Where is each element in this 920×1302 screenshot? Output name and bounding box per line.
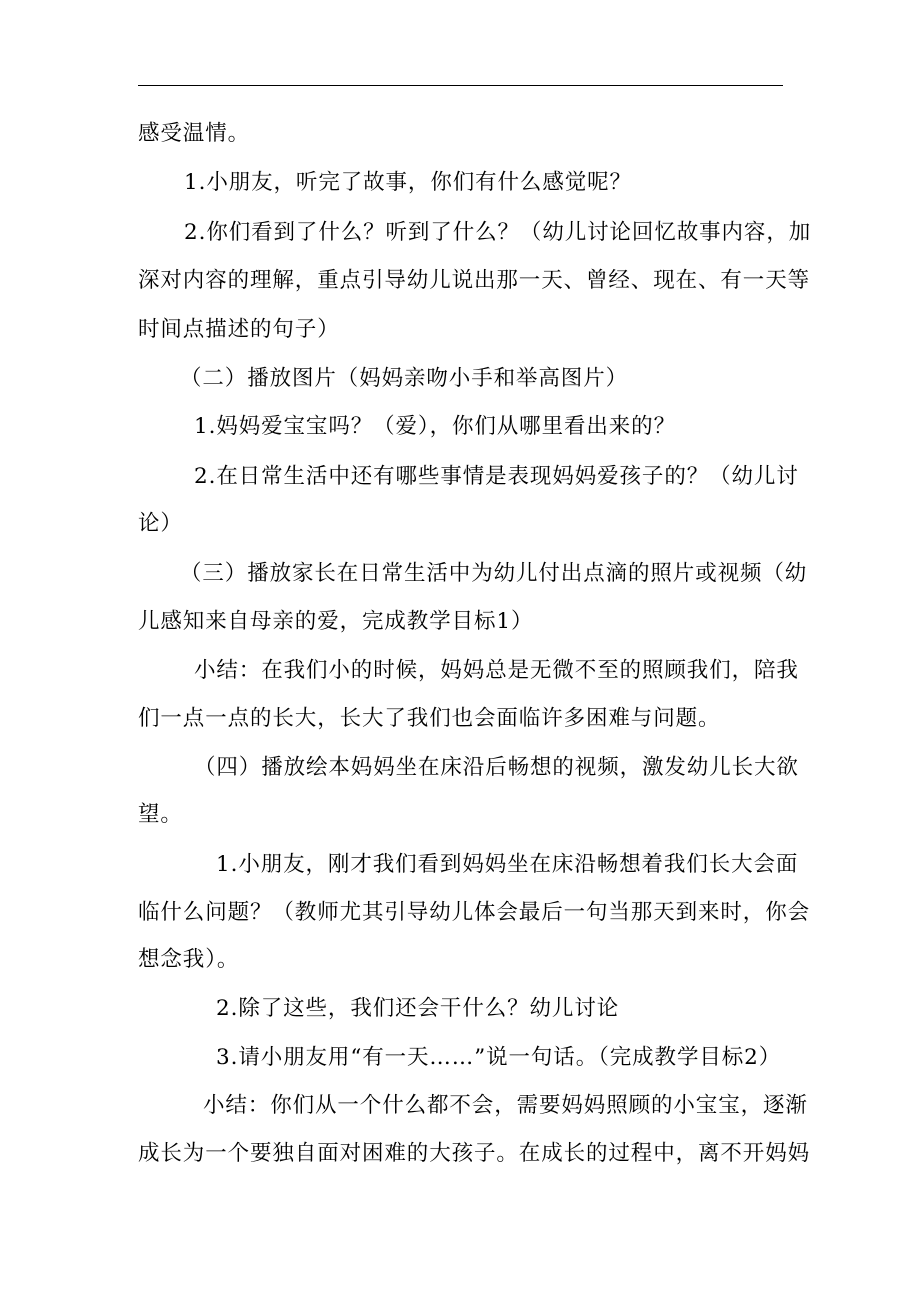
text-line-15: 望。 bbox=[138, 802, 183, 827]
section-heading-3: （三）播放家长在日常生活中为幼儿付出点滴的照片或视频（幼 bbox=[180, 561, 808, 586]
text-line-5: 时间点描述的句子） bbox=[138, 317, 340, 342]
text-line-4: 深对内容的理解，重点引导幼儿说出那一天、曾经、现在、有一天等 bbox=[138, 268, 811, 293]
summary2-line-1: 小结：你们从一个什么都不会，需要妈妈照顾的小宝宝，逐渐 bbox=[203, 1093, 808, 1118]
header-rule bbox=[138, 85, 783, 86]
text-line-20: 3.请小朋友用“有一天……”说一句话。（完成教学目标2） bbox=[216, 1045, 782, 1070]
text-line-1: 感受温情。 bbox=[138, 121, 251, 146]
text-line-3: 2.你们看到了什么？听到了什么？（幼儿讨论回忆故事内容，加 bbox=[184, 220, 812, 245]
text-line-18: 想念我）。 bbox=[138, 947, 240, 972]
section-heading-2: （二）播放图片（妈妈亲吻小手和举高图片） bbox=[180, 366, 629, 391]
text-line-17: 临什么问题？（教师尤其引导幼儿体会最后一句当那天到来时，你会 bbox=[138, 900, 811, 925]
summary2-line-2: 成长为一个要独自面对困难的大孩子。在成长的过程中，离不开妈妈 bbox=[138, 1141, 811, 1166]
text-line-9: 论） bbox=[138, 511, 183, 536]
summary-line-2: 们一点一点的长大，长大了我们也会面临许多困难与问题。 bbox=[138, 706, 721, 731]
summary-line-1: 小结：在我们小的时候，妈妈总是无微不至的照顾我们，陪我 bbox=[194, 658, 799, 683]
text-line-8: 2.在日常生活中还有哪些事情是表现妈妈爱孩子的？（幼儿讨 bbox=[194, 464, 799, 489]
text-line-2: 1.小朋友，听完了故事，你们有什么感觉呢？ bbox=[184, 170, 632, 195]
text-line-7: 1.妈妈爱宝宝吗？（爱），你们从哪里看出来的？ bbox=[194, 414, 676, 439]
section-heading-4: （四）播放绘本妈妈坐在床沿后畅想的视频，激发幼儿长大欲 bbox=[194, 755, 799, 780]
text-line-11: 儿感知来自母亲的爱，完成教学目标1） bbox=[138, 609, 534, 634]
text-line-19: 2.除了这些，我们还会干什么？幼儿讨论 bbox=[216, 996, 620, 1021]
text-line-16: 1.小朋友，刚才我们看到妈妈坐在床沿畅想着我们长大会面 bbox=[216, 852, 799, 877]
